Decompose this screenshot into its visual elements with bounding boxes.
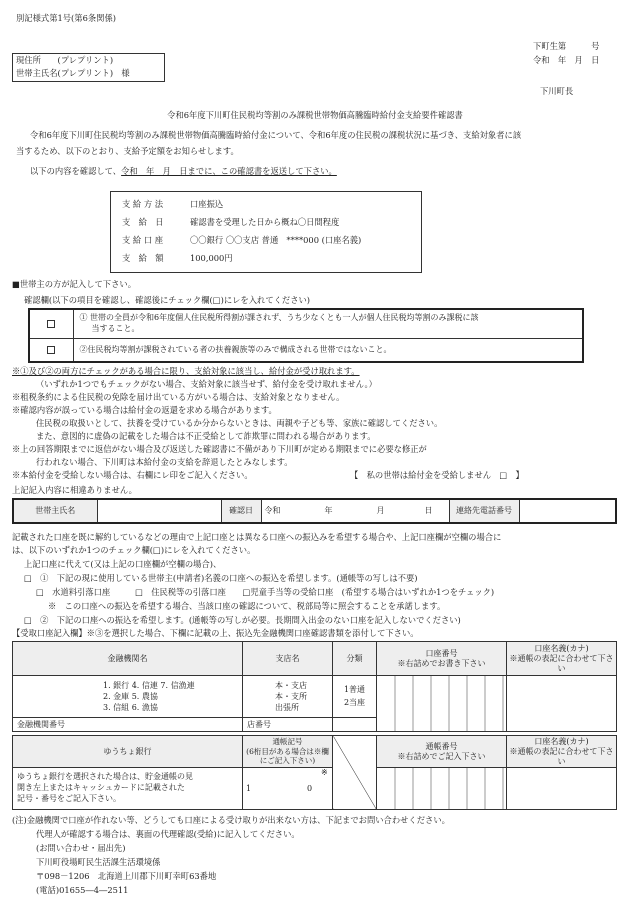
check-item-1-line-1: ① 世帯の全員が令和6年度個人住民税所得割が課されず、うち少なくとも一人が個人住民税均等割のみ課税に該: [79, 312, 479, 322]
contact-address: 〒098－1206 北海道上川郡下川町幸町63番地: [36, 871, 217, 881]
yucho-note-2: 開き左上またはキャッシュカードに記載された: [17, 783, 185, 793]
signature-table: [12, 498, 617, 524]
yucho-account-table: [12, 735, 617, 810]
category-ordinary: 1普通: [343, 684, 366, 694]
bank-type-row-1: 1. 銀行 4. 信連 7. 信漁連: [103, 680, 195, 690]
contact-department: 下川町役場町民生活課生活環境係: [36, 857, 161, 867]
decline-checkbox[interactable]: 【 私の世帯は給付金を受給しません □ 】: [350, 470, 524, 480]
address-label: 現住所 (プレプリント): [16, 55, 114, 65]
confirmation-check-table: [28, 308, 584, 363]
decline-note: ※本給付金を受給しない場合は、右欄にレ印をご記入ください。: [12, 470, 253, 480]
bank-type-row-2: 2. 金庫 5. 農協: [103, 691, 158, 701]
category-current: 2当座: [343, 697, 366, 707]
category-header: 分類: [333, 642, 377, 676]
passbook-symbol-header: [243, 736, 333, 768]
branch-type-3: 出張所: [275, 703, 299, 713]
holder-note: ※通帳の表記に合わせて下さい: [509, 653, 614, 673]
issue-date: 令和 年 月 日: [533, 55, 600, 65]
contact-phone: (電話)01655―4―2511: [36, 885, 129, 895]
symbol-note: (6桁目がある場合は※欄にご記入下さい): [246, 746, 329, 766]
branch-code-field[interactable]: 店番号: [243, 718, 333, 732]
payment-method-value: 口座振込: [190, 199, 224, 209]
note-5: 住民税の取扱いとして、扶養を受けているか分からないときは、両親や子ども等、家族に確認してください。: [36, 418, 443, 428]
householder-name-header: 世帯主氏名: [13, 499, 97, 523]
payment-date-label: 支 給 日: [122, 217, 164, 227]
branch-type-2: 本・支所: [275, 691, 307, 701]
passbook-number-note: ※右詰めでご記入下さい: [397, 751, 486, 761]
diagonal-cell: [333, 736, 377, 810]
note-3: ※租税条約による住民税の免除を届け出ている方がいる場合は、支給対象となりません。: [12, 392, 345, 402]
category-options[interactable]: [333, 676, 377, 718]
note-7: ※上の回答期限までに返信がない場合及び返送した確認書に不備があり下川町が定める期限までに必要な修正が: [12, 444, 427, 454]
symbol-star: ※: [321, 768, 328, 777]
note-6: また、意図的に虚偽の記載をした場合は不正受給として詐欺罪に問われる場合があります。: [36, 431, 376, 441]
account-number-field[interactable]: [377, 676, 507, 732]
change-account-line-3: 上記口座に代えて(又は上記の口座欄が空欄の場合)、: [24, 559, 222, 569]
symbol-digit-1: 1: [246, 784, 252, 793]
branch-type-1: 本・支店: [275, 680, 307, 690]
yucho-holder-header: [507, 736, 617, 768]
check-instruction: 確認欄(以下の項目を確認し、確認後にチェック欄(□)にレを入れてください): [24, 295, 311, 305]
householder-heading: ■世帯主の方が記入して下さい。: [12, 279, 136, 289]
payment-amount-label: 支 給 額: [122, 253, 164, 263]
day-label: 日: [424, 506, 433, 515]
account-number-label: 口座番号: [425, 648, 458, 658]
checkbox-2[interactable]: [47, 346, 55, 354]
note-8: 行われない場合、下川町は本給付金の支給を辞退したとみなします。: [36, 457, 293, 467]
passbook-number-field[interactable]: [377, 768, 507, 810]
payment-method-label: 支 給 方 法: [122, 199, 164, 209]
phone-header: 連絡先電話番号: [449, 499, 519, 523]
receive-account-heading: 【受取口座記入欄】※③を選択した場合、下欄に記載の上、振込先金融機関口座確認書類を添付して下さい。: [12, 628, 419, 638]
change-account-line-2: は、以下のいずれか1つのチェック欄(□)にレを入れてください。: [12, 545, 256, 555]
form-number: 別記様式第1号(第6条関係): [16, 13, 117, 23]
payment-amount-value: 100,000円: [190, 253, 233, 263]
householder-name-label: 世帯主氏名(プレプリント) 様: [16, 68, 130, 78]
yucho-holder-label: 口座名義(カナ): [534, 736, 589, 746]
bank-type-row-3: 3. 信組 6. 漁協: [103, 703, 158, 713]
yucho-header: ゆうちょ銀行: [13, 736, 243, 768]
option-1[interactable]: □ ① 下記の現に使用している世帯主(申請者)名義の口座への振込を希望します。(通帳等の写しは不要): [24, 573, 418, 583]
payment-account-value: 〇〇銀行 〇〇支店 普通 ****000 (口座名義): [190, 235, 362, 245]
month-label: 月: [376, 506, 385, 515]
payment-date-value: 確認書を受理した日から概ね〇日間程度: [190, 217, 340, 227]
account-number-note: ※右詰めでお書き下さい: [397, 658, 486, 668]
payment-account-label: 支 給 口 座: [122, 235, 164, 245]
checkbox-1[interactable]: [47, 320, 55, 328]
householder-name-field[interactable]: [97, 499, 221, 523]
symbol-label: 通帳記号: [272, 737, 303, 747]
note-4: ※確認内容が誤っている場合は給付金の返還を求める場合があります。: [12, 405, 277, 415]
holder-header: [507, 642, 617, 676]
passbook-number-header: [377, 736, 507, 768]
note-1: ※①及び②の両方にチェックがある場合に限り、支給対象に該当し、給付金が受け取れます。: [12, 366, 360, 376]
yucho-holder-field[interactable]: [507, 768, 617, 810]
document-number: 下町生第 号: [533, 41, 600, 51]
check-cell-1[interactable]: [29, 309, 73, 338]
intro-line-1: 令和6年度下川町住民税均等割のみ課税世帯物価高騰臨時給付金について、令和6年度の住民税の課税状況に基づき、支給対象者に該: [30, 130, 522, 140]
footer-note-2: 代理人が確認する場合は、裏面の代理確認(受給)に記入してください。: [36, 829, 300, 839]
holder-label: 口座名義(カナ): [534, 643, 589, 653]
branch-type-options[interactable]: [243, 676, 333, 718]
yucho-holder-note: ※通帳の表記に合わせて下さい: [509, 746, 614, 766]
account-number-header: [377, 642, 507, 676]
yucho-note-3: 記号・番号をご記入下さい。: [17, 793, 121, 803]
option-2[interactable]: □ ② 下記の口座への振込を希望します。(通帳等の写しが必要。長期間入出金のない口座を記入しないでください): [24, 615, 461, 625]
check-item-1-line-2: 当すること。: [91, 323, 140, 333]
document-title: 令和6年度下川町住民税均等割のみ課税世帯物価高騰臨時給付金支給要件確認書: [167, 110, 463, 120]
return-instruction: 以下の内容を確認して、令和 年 月 日までに、この確認書を返送して下さい。: [30, 166, 337, 176]
passbook-symbol-field[interactable]: [243, 768, 333, 810]
reiwa-label: 令和: [264, 506, 281, 515]
contact-heading: (お問い合わせ・届出先): [36, 843, 126, 853]
category-blank: [333, 718, 377, 732]
check-cell-2[interactable]: [29, 338, 73, 362]
confirm-date-header: 確認日: [221, 499, 261, 523]
option-1-note: ※ この口座への振込を希望する場合、当該口座の確認について、税部局等に照会することを承諾します。: [48, 601, 446, 611]
check-item-2: ②住民税均等割が課税されている者の扶養親族等のみで構成される世帯ではないこと。: [73, 338, 583, 362]
bank-code-field[interactable]: 金融機関番号: [13, 718, 243, 732]
symbol-digit-0: 0: [307, 784, 313, 793]
bank-account-table: [12, 641, 617, 732]
phone-field[interactable]: [519, 499, 616, 523]
change-account-line-1: 記載された口座を既に解約しているなどの理由で上記口座とは異なる口座への振込みを希望する場合や、上記口座欄が空欄の場合に: [12, 532, 502, 542]
bank-name-header: 金融機関名: [13, 642, 243, 676]
confirm-statement: 上記記入内容に相違ありません。: [12, 485, 137, 495]
holder-field[interactable]: [507, 676, 617, 732]
branch-name-header: 支店名: [243, 642, 333, 676]
passbook-number-label: 通帳番号: [425, 741, 458, 751]
yucho-note: [13, 768, 243, 810]
year-label: 年: [324, 506, 333, 515]
note-2: （いずれか1つでもチェックがない場合、支給対象に該当せず、給付金を受け取れません。）: [36, 379, 377, 389]
footer-note-1: (注)金融機関で口座が作れない等、どうしても口座による受け取りが出来ない方は、下記までお問い合わせください。: [12, 815, 450, 825]
issuer: 下川町長: [540, 86, 574, 96]
confirm-date-field[interactable]: [261, 499, 449, 523]
bank-type-options[interactable]: [13, 676, 243, 718]
option-1-sub[interactable]: □ 水道料引落口座 □ 住民税等の引落口座 □児童手当等の受給口座 (希望する場合はいずれか1つをチェック): [36, 587, 495, 597]
yucho-note-1: ゆうちょ銀行を選択された場合は、貯金通帳の見: [17, 772, 193, 782]
intro-line-2: 当するため、以下のとおり、支給予定額をお知らせします。: [16, 146, 239, 156]
